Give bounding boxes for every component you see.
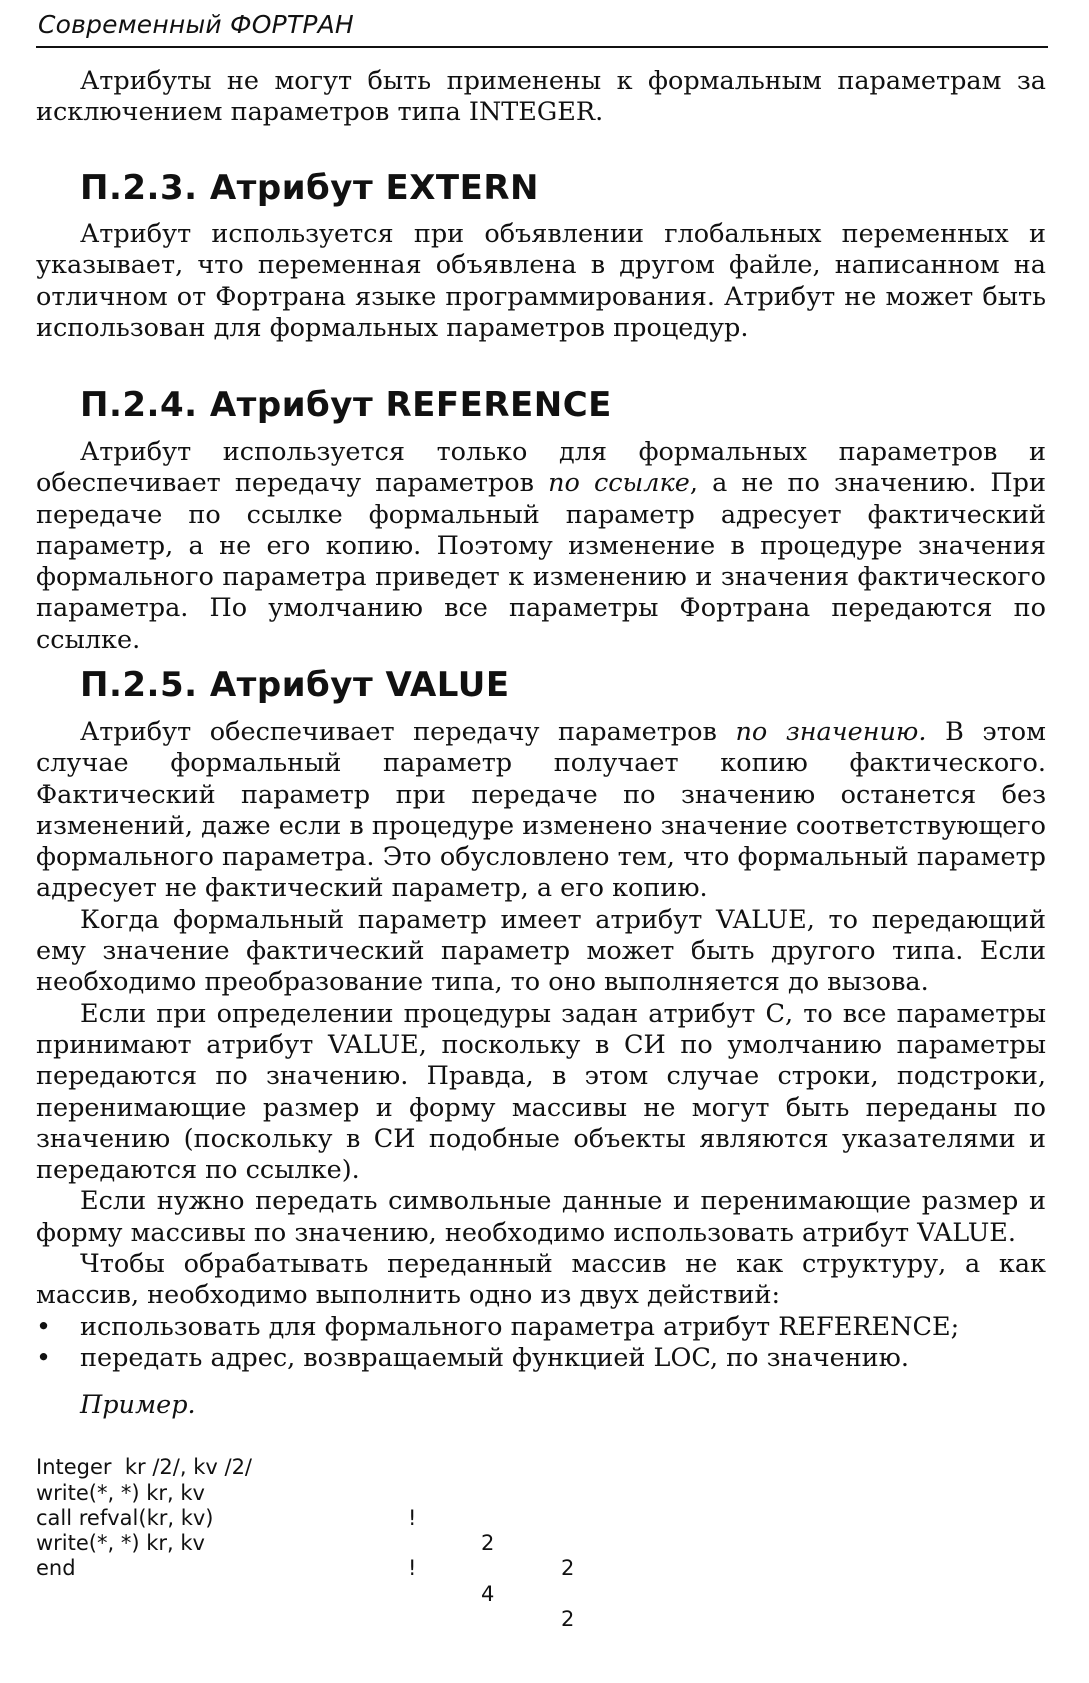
code-listing [36, 1430, 656, 1632]
bullet-list [36, 1312, 1046, 1375]
paragraph: Чтобы обрабатывать переданный массив не как структуру, а как массив, необходимо выполнить одно из двух действий: [36, 1249, 1046, 1311]
paragraph: Если при определении процедуры задан атрибут С, то все параметры принимают атрибут VALUE, поскольку в СИ по умолчанию параметры передаются по значению. Правда, в этом случае строки, подстроки, перенимающие размер и форму массивы не могут быть переданы по значению (поскольку в СИ подобные объекты являются указателями и передаются по ссылке). [36, 998, 1046, 1186]
output-value: 4 [481, 1581, 495, 1606]
paragraph [36, 437, 1046, 656]
output-value: 2 [561, 1607, 575, 1632]
running-title: Современный ФОРТРАН [38, 10, 354, 39]
code-text: write(*, *) kr, kv [36, 1531, 205, 1556]
intro-paragraph: Атрибуты не могут быть применены к формальным параметрам за исключением параметров типа INTEGER. [36, 66, 1046, 128]
code-text: Integer kr /2/, kv /2/ [36, 1455, 252, 1480]
output-value: 2 [561, 1556, 575, 1581]
section-heading-reference: П.2.4. Атрибут REFERENCE [80, 385, 612, 425]
comment-mark: ! [408, 1556, 417, 1581]
code-line [36, 1430, 656, 1480]
section-heading-extern: П.2.3. Атрибут EXTERN [80, 168, 539, 208]
paragraph-text: В этом случае формальный параметр получает копию фактического. Фактический параметр при передаче по значению останется без изменений, даже если в процедуре изменено значение соответствующего формального параметра. Это обусловлено тем, что формальный параметр адресует не фактический параметр, а его копию. [36, 717, 1046, 904]
example-label: Пример. [80, 1390, 196, 1420]
output-value: 2 [481, 1531, 495, 1556]
bullet-item: • передать адрес, возвращаемый функцией LOC, по значению. [36, 1343, 1046, 1374]
paragraph-text: Атрибут обеспечивает передачу параметров [80, 717, 736, 747]
code-line [36, 1481, 656, 1530]
intro-block [36, 66, 1046, 129]
paragraph: Когда формальный параметр имеет атрибут VALUE, то передающий ему значение фактический параметр может быть другого типа. Если необходимо преобразование типа, то оно выполняется до вызова. [36, 904, 1046, 998]
comment-mark: ! [408, 1505, 417, 1530]
section-reference-body [36, 437, 1046, 656]
paragraph-text: , а не по значению. При передаче по ссылке формальный параметр адресует фактический параметр, а не его копию. Поэтому изменение в процедуре значения формального параметра приведет к изменению и значения фактического параметра. По умолчанию все параметры Фортрана передаются по ссылке. [36, 468, 1046, 655]
section-extern-body [36, 219, 1046, 344]
paragraph: Если нужно передать символьные данные и перенимающие размер и форму массивы по значению, необходимо использовать атрибут VALUE. [36, 1186, 1046, 1248]
emphasis-text: по ссылке [548, 468, 690, 499]
section-value-body [36, 717, 1046, 1374]
code-line [36, 1531, 656, 1581]
paragraph-text: Атрибут используется только для формальных параметров и обеспечивает передачу параметров [36, 437, 1046, 499]
paragraph: Атрибут используется при объявлении глобальных переменных и указывает, что переменная объявлена в другом файле, написанном на отличном от Фортрана языке программирования. Атрибут не может быть использован для формальных параметров процедур. [36, 219, 1046, 343]
code-text: call refval(kr, kv) [36, 1505, 214, 1530]
paragraph [36, 717, 1046, 905]
emphasis-text: по значению. [735, 717, 927, 747]
code-text: write(*, *) kr, kv [36, 1480, 205, 1505]
bullet-item: • использовать для формального параметра атрибут REFERENCE; [36, 1312, 1046, 1343]
code-text: end [36, 1556, 76, 1581]
section-heading-value: П.2.5. Атрибут VALUE [80, 665, 510, 705]
header-rule [36, 46, 1048, 48]
